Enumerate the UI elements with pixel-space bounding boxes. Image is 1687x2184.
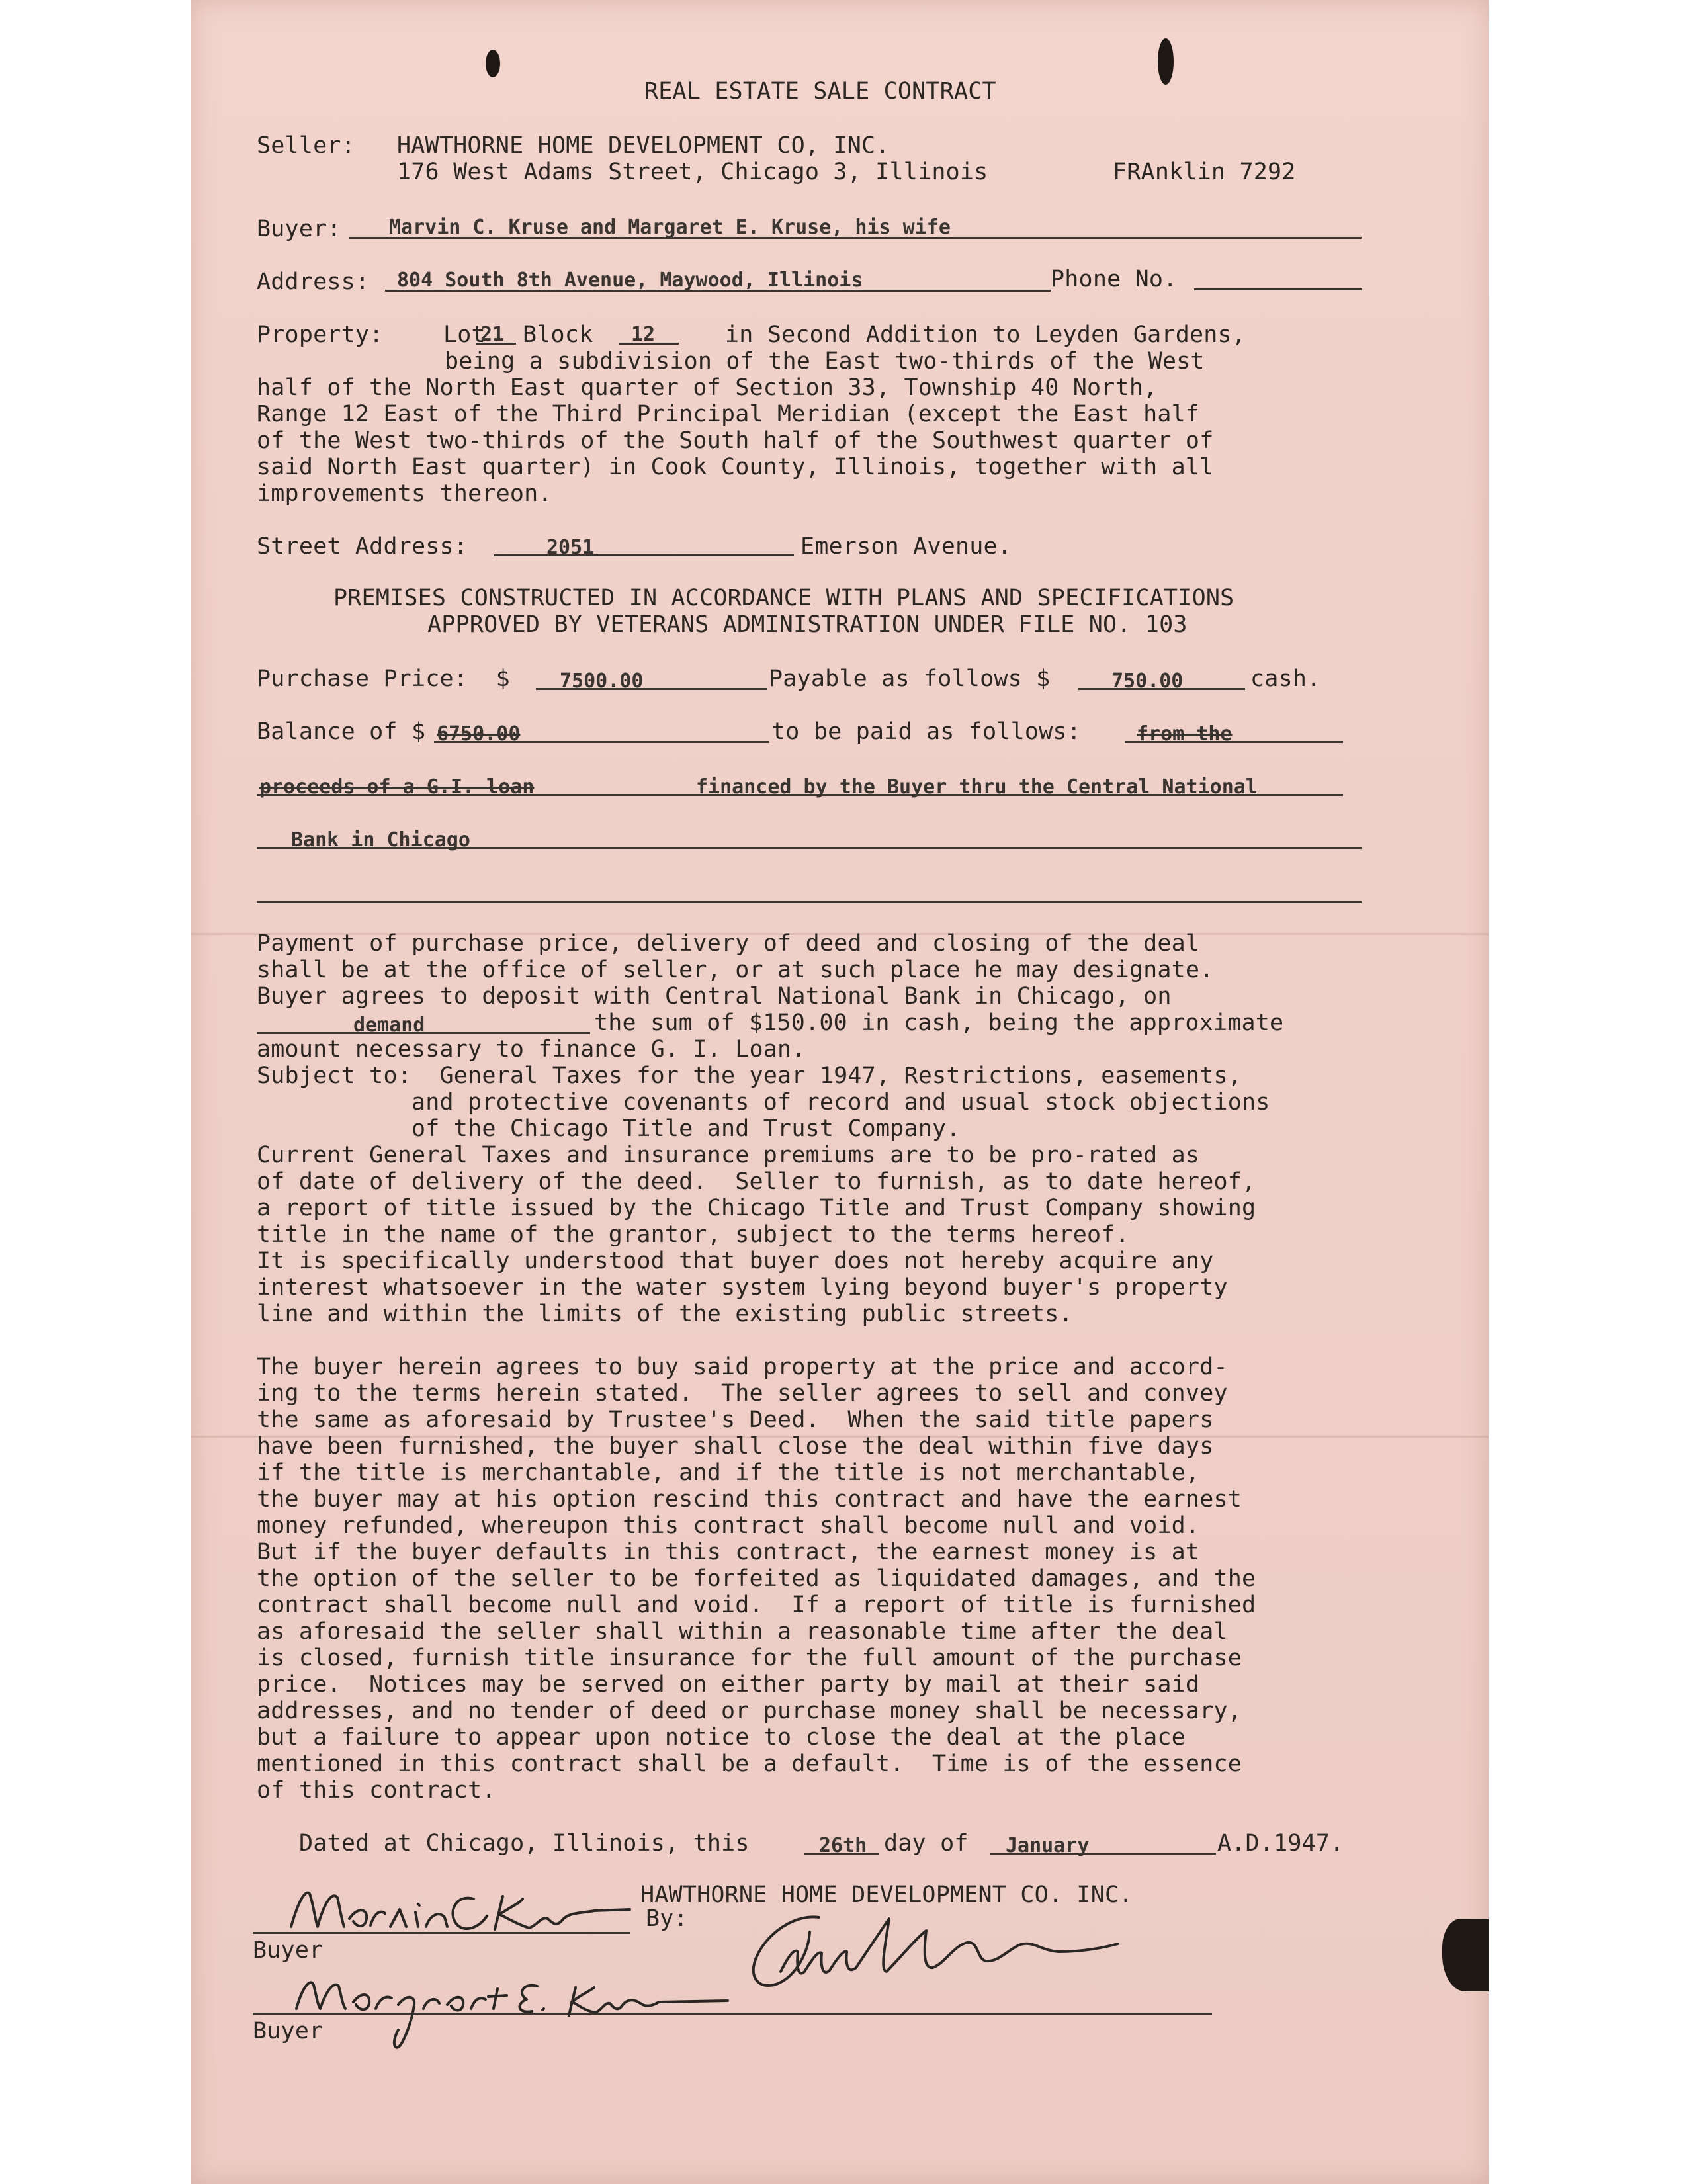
balance-line2: financed by the Buyer thru the Central National — [696, 775, 1258, 799]
seller-phone: FRAnklin 7292 — [1113, 159, 1296, 185]
buyer1-label: Buyer — [253, 1937, 324, 1964]
payable-label: Payable as follows $ — [769, 666, 1051, 692]
property-line: of the West two-thirds of the South half of the Southwest quarter of — [257, 427, 1214, 454]
para2-line: but a failure to appear upon notice to close the deal at the place — [257, 1724, 1186, 1751]
dated-day: 26th — [819, 1834, 867, 1857]
lot-label: Lot — [443, 322, 486, 348]
price-label: Purchase Price: $ — [257, 666, 510, 692]
buyer2-signature — [296, 1982, 728, 2047]
cash-label: cash. — [1250, 666, 1321, 692]
buyer-address: 804 South 8th Avenue, Maywood, Illinois — [397, 269, 863, 292]
buyer-names: Marvin C. Kruse and Margaret E. Kruse, his wife — [389, 216, 951, 239]
para1b-line: amount necessary to finance G. I. Loan. — [257, 1036, 806, 1063]
property-line: half of the North East quarter of Section 33, Township 40 North, — [257, 374, 1158, 401]
para1b-line: interest whatsoever in the water system lying beyond buyer's property — [257, 1274, 1228, 1301]
phone-label: Phone No. — [1051, 266, 1178, 292]
block-number: 12 — [631, 323, 656, 346]
property-line1: in Second Addition to Leyden Gardens, — [725, 322, 1246, 348]
balance-line1: from the — [1137, 722, 1233, 746]
cash-value: 750.00 — [1111, 670, 1184, 693]
dated-year: A.D.1947. — [1217, 1830, 1344, 1856]
para2-line: is closed, furnish title insurance for the full amount of the purchase — [257, 1645, 1242, 1671]
by-label: By: — [646, 1905, 688, 1932]
address-label: Address: — [257, 269, 370, 295]
para2-line: of this contract. — [257, 1777, 496, 1804]
para1-line: Payment of purchase price, delivery of deed and closing of the deal — [257, 930, 1200, 957]
deposit-when: demand — [353, 1014, 425, 1037]
dated-month: January — [1006, 1834, 1090, 1857]
property-line: Range 12 East of the Third Principal Meridian (except the East half — [257, 401, 1200, 427]
property-line: being a subdivision of the East two-thirds of the West — [445, 348, 1205, 374]
property-line: improvements thereon. — [257, 480, 552, 507]
para2-line: as aforesaid the seller shall within a reasonable time after the deal — [257, 1618, 1228, 1645]
para2-line: money refunded, whereupon this contract shall become null and void. — [257, 1512, 1200, 1539]
premises-line: PREMISES CONSTRUCTED IN ACCORDANCE WITH PLANS AND SPECIFICATIONS — [333, 585, 1234, 611]
dated-day-label: day of — [884, 1830, 969, 1856]
premises-line: APPROVED BY VETERANS ADMINISTRATION UNDER FILE NO. 103 — [427, 611, 1188, 638]
balance-value: 6750.00 — [437, 722, 521, 746]
para2-line: mentioned in this contract shall be a default. Time is of the essence — [257, 1751, 1242, 1777]
para2-line: ing to the terms herein stated. The seller agrees to sell and convey — [257, 1380, 1228, 1407]
para1b-line: It is specifically understood that buyer does not hereby acquire any — [257, 1248, 1214, 1274]
street-name: Emerson Avenue. — [800, 533, 1012, 560]
buyer-label: Buyer: — [257, 216, 341, 242]
para2-line: have been furnished, the buyer shall close the deal within five days — [257, 1433, 1214, 1460]
price-value: 7500.00 — [560, 670, 644, 693]
para2-line: the buyer may at his option rescind this contract and have the earnest — [257, 1486, 1242, 1512]
para1b-line: of date of delivery of the deed. Seller to furnish, as to date hereof, — [257, 1168, 1256, 1195]
balance-label: Balance of $ — [257, 719, 426, 745]
para2-line: The buyer herein agrees to buy said property at the price and accord- — [257, 1354, 1228, 1380]
street-number: 2051 — [546, 536, 595, 559]
buyer2-label: Buyer — [253, 2018, 324, 2044]
dated-prefix: Dated at Chicago, Illinois, this — [299, 1830, 750, 1856]
para1b-line: a report of title issued by the Chicago Title and Trust Company showing — [257, 1195, 1256, 1221]
balance-line2-struck: proceeds of a G.I. loan — [259, 775, 535, 799]
street-label: Street Address: — [257, 533, 468, 560]
paid-label: to be paid as follows: — [771, 719, 1081, 745]
company-name: HAWTHORNE HOME DEVELOPMENT CO. INC. — [640, 1882, 1133, 1908]
para1b-line: Subject to: General Taxes for the year 1947, Restrictions, easements, — [257, 1063, 1242, 1089]
balance-line3: Bank in Chicago — [291, 828, 470, 852]
property-label: Property: — [257, 322, 384, 348]
para2-line: if the title is merchantable, and if the title is not merchantable, — [257, 1460, 1200, 1486]
para2-line: price. Notices may be served on either party by mail at their said — [257, 1671, 1200, 1698]
para2-line: addresses, and no tender of deed or purchase money shall be necessary, — [257, 1698, 1242, 1724]
para2-line: the same as aforesaid by Trustee's Deed. When the said title papers — [257, 1407, 1214, 1433]
buyer1-signature — [291, 1893, 630, 1929]
contract-title: REAL ESTATE SALE CONTRACT — [644, 78, 996, 105]
para2-line: contract shall become null and void. If a report of title is furnished — [257, 1592, 1256, 1618]
lot-number: 21 — [480, 323, 505, 346]
seller-name: HAWTHORNE HOME DEVELOPMENT CO, INC. — [397, 132, 890, 159]
para1-line: Buyer agrees to deposit with Central National Bank in Chicago, on — [257, 983, 1172, 1010]
para1b-line: of the Chicago Title and Trust Company. — [257, 1115, 961, 1142]
para1b-line: and protective covenants of record and usual stock objections — [257, 1089, 1270, 1115]
para2-line: the option of the seller to be forfeited as liquidated damages, and the — [257, 1565, 1256, 1592]
property-line: said North East quarter) in Cook County, Illinois, together with all — [257, 454, 1214, 480]
para1-line: shall be at the office of seller, or at such place he may designate. — [257, 957, 1214, 983]
seller-address: 176 West Adams Street, Chicago 3, Illinois — [397, 159, 988, 185]
para1b-line: title in the name of the grantor, subject to the terms hereof. — [257, 1221, 1129, 1248]
seller-label: Seller: — [257, 132, 355, 159]
deposit-rest: the sum of $150.00 in cash, being the approximate — [594, 1010, 1284, 1036]
para2-line: But if the buyer defaults in this contract, the earnest money is at — [257, 1539, 1200, 1565]
block-label: Block — [523, 322, 593, 348]
para1b-line: Current General Taxes and insurance premiums are to be pro-rated as — [257, 1142, 1200, 1168]
para1b-line: line and within the limits of the existing public streets. — [257, 1301, 1073, 1327]
officer-signature — [754, 1917, 1118, 1986]
